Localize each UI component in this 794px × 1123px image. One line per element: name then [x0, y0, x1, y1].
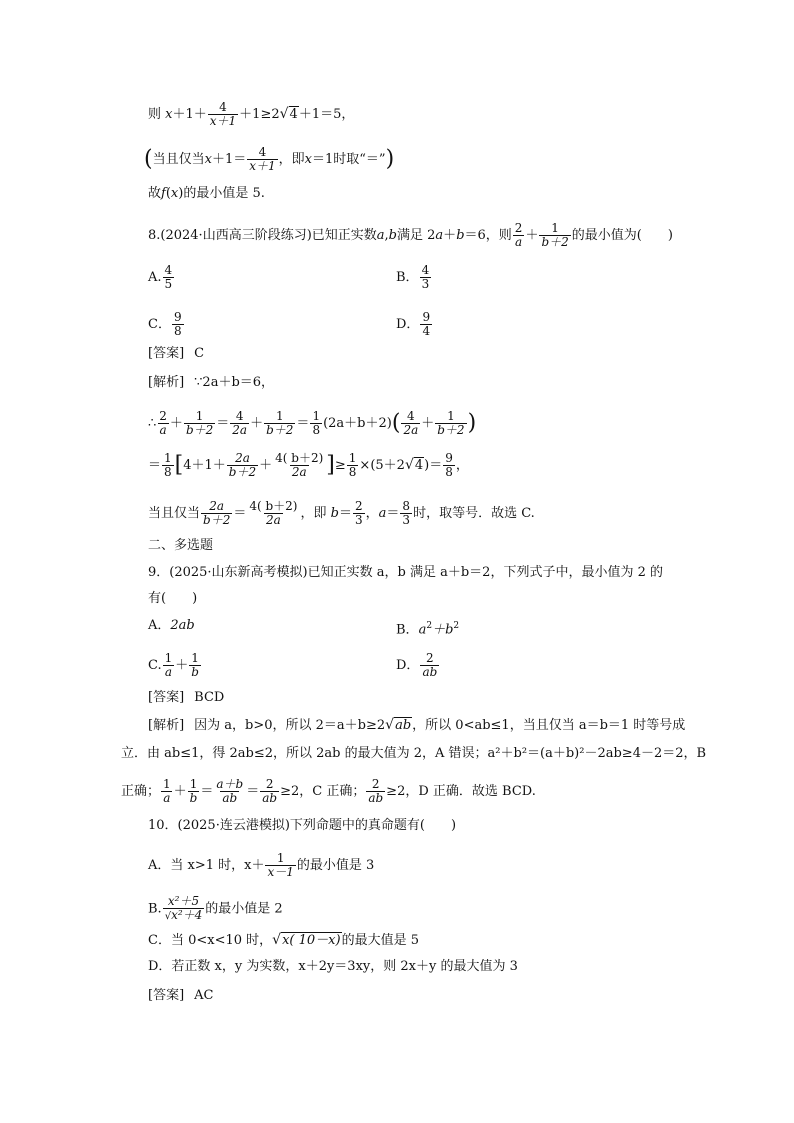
- sqrt-symbol: √: [404, 457, 414, 473]
- fraction: [163, 895, 205, 923]
- fraction: [273, 452, 325, 479]
- fraction: [420, 652, 439, 679]
- equality-condition-line: [144, 146, 394, 173]
- text: )的最小值是 5.: [178, 186, 265, 201]
- numerator: 2: [159, 409, 167, 423]
- q9-analysis-line-1: [148, 716, 685, 735]
- denominator: 3: [402, 513, 411, 527]
- text: ，即: [300, 506, 331, 521]
- text: ＋: [250, 416, 264, 431]
- denominator: a: [164, 665, 173, 679]
- q8-step-4: [148, 500, 535, 527]
- fraction: [353, 500, 365, 527]
- text: 8.(2024·山西高三阶段练习)已知正实数: [148, 228, 377, 243]
- var: a: [378, 506, 387, 521]
- section-heading: 二、多选题: [148, 538, 214, 553]
- numerator: x²＋5: [167, 894, 200, 908]
- fraction: [539, 222, 570, 249]
- denominator: ab: [422, 665, 438, 679]
- text: 的最小值为( ): [571, 228, 673, 243]
- option-label: B.: [148, 901, 162, 917]
- question-10-stem: 10．(2025·连云港模拟)下列命题中的真命题有( ): [148, 818, 457, 833]
- text: ,: [384, 228, 389, 243]
- numerator: 9: [422, 310, 431, 324]
- denominator: b: [189, 791, 198, 805]
- right-bracket: ]: [326, 452, 335, 478]
- text: ＝1时取“＝”: [312, 152, 386, 167]
- q8-answer: [148, 345, 204, 363]
- analysis-tag: [解析]: [148, 375, 185, 390]
- numerator: 1: [348, 451, 357, 465]
- right-paren: ): [467, 410, 477, 436]
- answer-value: C: [194, 346, 205, 361]
- left-paren: (: [144, 146, 153, 172]
- right-paren: ): [385, 146, 395, 172]
- numerator: 1: [164, 451, 172, 465]
- fraction: [400, 500, 412, 527]
- denominator: b＋2: [185, 423, 214, 437]
- text: ＋1＝5，: [298, 107, 355, 122]
- fraction: [227, 452, 258, 479]
- fraction: [157, 410, 169, 437]
- var: a: [418, 622, 427, 638]
- text: ∵2a＋b＝6，: [194, 375, 275, 390]
- denominator: b＋2: [437, 423, 465, 437]
- text: ＝: [296, 416, 310, 431]
- exponent: 2: [426, 621, 433, 631]
- denominator: a: [159, 423, 167, 437]
- denominator: 2a: [232, 423, 248, 437]
- text: A．当 x>1 时，x＋: [148, 858, 265, 873]
- answer-value: AC: [194, 988, 214, 1003]
- numerator: 9: [173, 310, 182, 324]
- denominator: 3: [354, 513, 363, 527]
- text: ＝: [200, 784, 214, 799]
- text: 故: [148, 186, 162, 201]
- radicand: 4: [414, 458, 424, 473]
- fraction: [443, 452, 455, 479]
- var-x: x: [204, 152, 212, 167]
- option-label: A．: [148, 618, 171, 633]
- q10-option-c: [148, 931, 419, 950]
- analysis-tag: [解析]: [148, 718, 185, 733]
- fraction: [230, 410, 249, 437]
- left-bracket: [: [174, 452, 184, 478]
- fraction: [163, 652, 175, 679]
- text: ≥: [334, 458, 346, 473]
- text: ＋: [173, 784, 187, 799]
- fraction: [513, 222, 525, 249]
- text: ＝: [338, 506, 352, 521]
- numerator: 1: [191, 651, 199, 665]
- text: 的最小值是 3: [296, 858, 375, 873]
- text: 时，取等号．故选 C.: [413, 506, 535, 521]
- var: b: [388, 228, 397, 243]
- numerator: 1: [164, 651, 173, 665]
- numerator: 1: [447, 409, 455, 423]
- left-paren: (: [391, 410, 401, 436]
- fraction: [435, 410, 466, 437]
- text: 当且仅当: [148, 506, 201, 521]
- fraction: [366, 778, 385, 805]
- answer-value: BCD: [194, 690, 225, 705]
- denominator: b＋2: [541, 235, 569, 249]
- var: a: [376, 228, 385, 243]
- text: 则: [148, 107, 166, 122]
- text: 4＋1＋: [183, 458, 226, 473]
- text: ＝6，则: [464, 228, 512, 243]
- text: 因为 a，b>0，所以 2＝a＋b≥2: [194, 718, 386, 733]
- radicand: x²＋4: [171, 908, 203, 922]
- var: a: [435, 228, 444, 243]
- numerator: 4: [421, 263, 430, 277]
- var-x: x: [170, 186, 179, 201]
- q9-option-a: [148, 617, 195, 635]
- fraction: [247, 500, 299, 527]
- sqrt-symbol: √: [164, 911, 172, 922]
- q8-step-2: [148, 410, 476, 437]
- q8-option-c: [148, 311, 185, 338]
- option-label: C.: [148, 658, 162, 673]
- var-x: x: [304, 152, 312, 167]
- denominator: ab: [222, 791, 238, 805]
- numerator: 1: [189, 777, 198, 791]
- q10-option-d: D．若正数 x，y 为实数，x＋2y＝3xy，则 2x＋y 的最大值为 3: [148, 959, 518, 974]
- text: ＋1≥2: [239, 107, 280, 122]
- var: ＋b: [432, 622, 454, 638]
- option-label: B．: [396, 622, 419, 638]
- denominator: 8: [173, 324, 182, 338]
- q9-analysis-line-3: [121, 778, 536, 805]
- radicand: ab: [395, 718, 412, 733]
- option-label: D．: [396, 658, 420, 673]
- denominator: b＋2: [266, 423, 294, 437]
- func-f: f: [161, 186, 166, 201]
- conclusion-line: [148, 185, 265, 203]
- denominator: b: [191, 665, 199, 679]
- text: (2a＋b＋2): [323, 416, 392, 431]
- fraction: [401, 410, 420, 437]
- numerator: 4: [258, 145, 267, 159]
- numerator: 1: [163, 777, 171, 791]
- fraction: [208, 101, 238, 128]
- text: ＋1＝: [211, 152, 247, 167]
- radicand: x( 10－x): [282, 933, 341, 948]
- numerator: 2a: [209, 499, 225, 513]
- fraction: [188, 778, 200, 805]
- denominator: 8: [445, 465, 453, 479]
- q8-option-b: [396, 264, 432, 291]
- fraction: [310, 410, 322, 437]
- fraction: [214, 778, 245, 805]
- text: ＋1＋: [172, 107, 207, 122]
- text: ＋: [525, 228, 539, 243]
- text: 满足 2: [397, 228, 436, 243]
- text: ，: [365, 506, 379, 521]
- q9-option-d: [396, 652, 440, 679]
- numerator: 2: [265, 777, 274, 791]
- answer-tag: [答案]: [148, 346, 185, 361]
- q8-option-d: [396, 311, 433, 338]
- denominator: 2a: [266, 513, 281, 527]
- text: ≥2，C 正确；: [280, 784, 366, 799]
- var: b: [456, 228, 465, 243]
- text: ＝: [216, 416, 230, 431]
- question-9-stem-line-2: 有( ): [148, 591, 198, 606]
- text: ，: [455, 458, 469, 473]
- text: 当且仅当: [152, 152, 205, 167]
- denominator: 2a: [291, 465, 307, 479]
- q9-option-b: [396, 617, 459, 639]
- text: 的最大值是 5: [341, 933, 419, 948]
- q8-step-3: [148, 452, 469, 479]
- denominator: 8: [348, 465, 357, 479]
- numerator: 1: [195, 409, 204, 423]
- option-label: A.: [148, 270, 162, 285]
- q9-option-c: [148, 652, 202, 679]
- question-9-stem-line-1: 9．(2025·山东新高考模拟)已知正实数 a，b 满足 a＋b＝2，下列式子中，最小值为 2 的: [148, 565, 663, 580]
- numerator: 2a: [235, 451, 250, 465]
- fraction: [347, 452, 359, 479]
- numerator: 2: [426, 651, 434, 665]
- question-8-stem: [148, 222, 673, 249]
- text: ＋: [175, 658, 189, 673]
- numerator: 4: [164, 263, 173, 277]
- fraction: [172, 311, 184, 338]
- text: ×(5＋2: [359, 458, 405, 473]
- option-label: D．: [396, 317, 420, 332]
- denominator: 4: [422, 324, 431, 338]
- answer-tag: [答案]: [148, 690, 185, 705]
- text: ，所以 0<ab≤1，当且仅当 a＝b＝1 时等号成: [412, 718, 686, 733]
- denominator: ab: [368, 791, 384, 805]
- text: ＝: [386, 506, 400, 521]
- fraction: [161, 778, 173, 805]
- numerator: 2: [371, 777, 380, 791]
- option-label: C．: [148, 317, 171, 332]
- fraction: [264, 410, 295, 437]
- text: ＋: [421, 416, 435, 431]
- sqrt-symbol: √: [385, 717, 395, 733]
- denominator: b＋2: [203, 513, 231, 527]
- text: (: [165, 186, 171, 201]
- text: ≥2，D 正确．故选 BCD.: [386, 784, 536, 799]
- numerator: 8: [402, 499, 411, 513]
- exponent: 2: [453, 621, 460, 631]
- numerator: 4( b＋2): [249, 499, 298, 513]
- var-x: x: [165, 107, 173, 122]
- fraction: [260, 778, 279, 805]
- sqrt-symbol: √: [272, 932, 282, 948]
- var: b: [330, 506, 339, 521]
- fraction: [162, 452, 174, 479]
- numerator: 1: [312, 409, 321, 423]
- text: C．当 0<x<10 时，: [148, 933, 273, 948]
- text: ，即: [278, 152, 305, 167]
- fraction: [163, 264, 175, 291]
- numerator: 4( b＋2): [275, 451, 324, 465]
- q10-answer: [148, 987, 214, 1005]
- denominator: 5: [164, 277, 173, 291]
- denominator: a: [163, 791, 171, 805]
- numerator: 1: [551, 221, 559, 235]
- denominator: x＋1: [249, 159, 276, 173]
- fraction: [201, 500, 232, 527]
- denominator: b＋2: [228, 465, 257, 479]
- text: ＝: [148, 458, 162, 473]
- denominator: x＋1: [209, 114, 237, 128]
- numerator: 4: [219, 100, 227, 114]
- denominator: ab: [262, 791, 278, 805]
- fraction: [247, 146, 277, 173]
- q9-analysis-line-2: 立．由 ab≤1，得 2ab≤2，所以 2ab 的最大值为 2，A 错误；a²＋b²＝(a＋b)²－2ab≥4－2＝2，B: [121, 746, 707, 761]
- numerator: 4: [235, 409, 244, 423]
- q10-option-a: [148, 852, 374, 879]
- q10-option-b: [148, 895, 283, 923]
- denominator: [163, 908, 205, 923]
- fraction: [420, 311, 432, 338]
- denominator: 8: [164, 465, 172, 479]
- sqrt-symbol: √: [279, 106, 289, 122]
- numerator: 4: [407, 409, 415, 423]
- fraction: [189, 652, 201, 679]
- text: ＋: [259, 458, 273, 473]
- option-text: 2ab: [170, 618, 195, 633]
- denominator: 3: [421, 277, 430, 291]
- text: )＝: [424, 458, 443, 473]
- q8-analysis-start: [148, 374, 274, 392]
- numerator: 1: [276, 851, 285, 865]
- fraction: [184, 410, 215, 437]
- denominator: 2a: [403, 423, 419, 437]
- q8-option-a: [148, 264, 175, 291]
- denominator: a: [515, 235, 523, 249]
- numerator: 2: [514, 221, 523, 235]
- fraction: [265, 852, 295, 879]
- answer-tag: [答案]: [148, 988, 185, 1003]
- text: ＝: [246, 784, 260, 799]
- denominator: x－1: [267, 865, 294, 879]
- text: ＋: [169, 416, 183, 431]
- denominator: 8: [312, 423, 321, 437]
- fraction: [420, 264, 432, 291]
- text: 的最小值是 2: [205, 901, 283, 917]
- radicand: 4: [289, 107, 298, 122]
- numerator: a＋b: [216, 777, 244, 791]
- q9-answer: [148, 689, 224, 707]
- text: 正确；: [121, 784, 161, 799]
- solution-line-inequality: [148, 101, 354, 128]
- text: ＋: [443, 228, 457, 243]
- option-label: B．: [396, 270, 419, 285]
- text: ∴: [148, 416, 157, 431]
- numerator: 9: [445, 451, 453, 465]
- text: ＝: [233, 506, 247, 521]
- numerator: 1: [275, 409, 284, 423]
- numerator: 2: [354, 499, 363, 513]
